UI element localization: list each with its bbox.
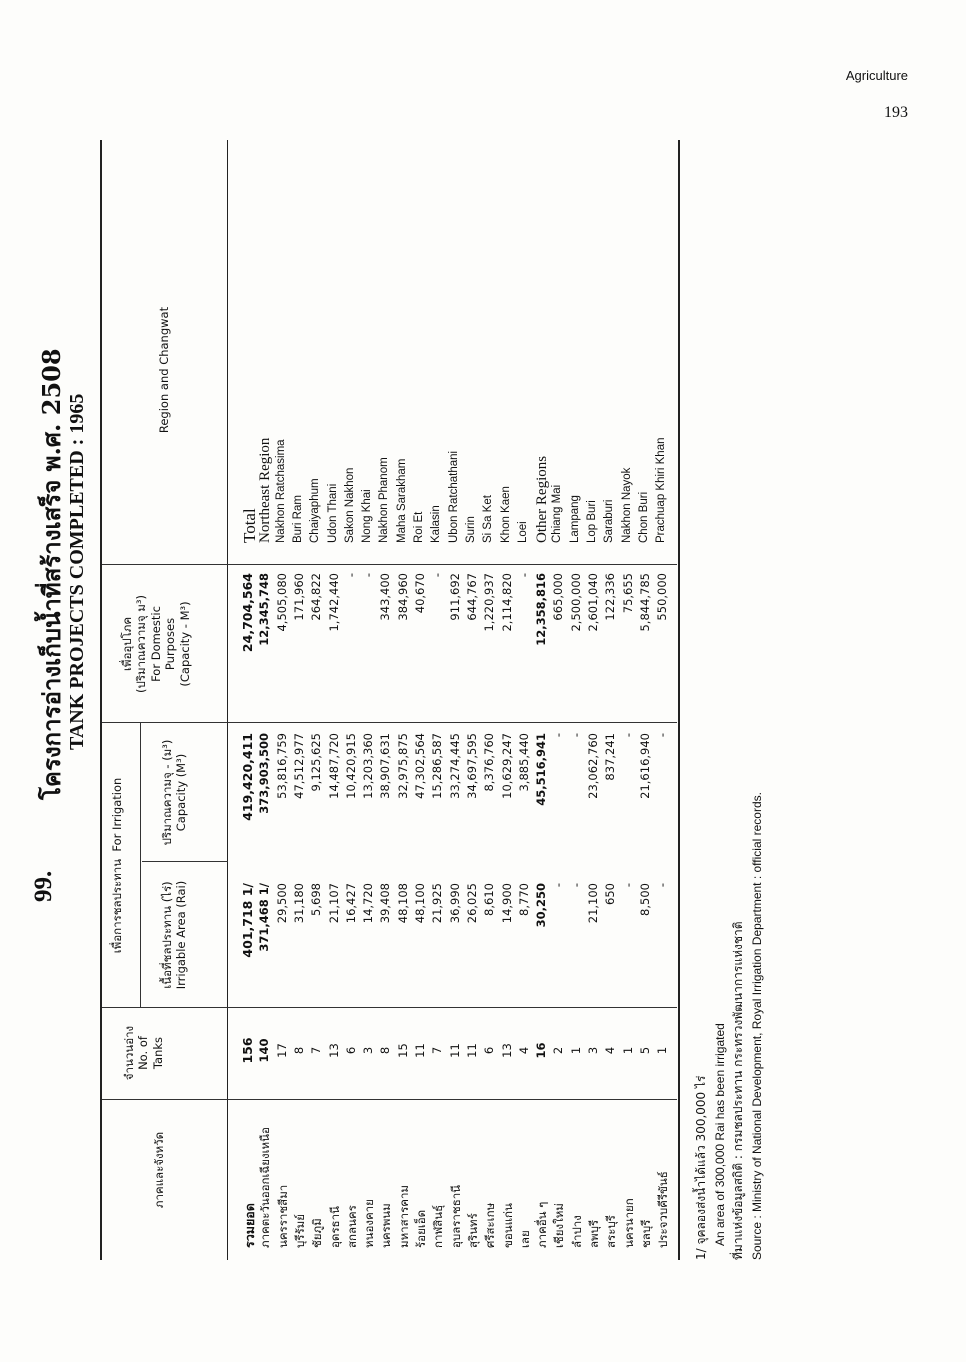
irrigable-area: 401,718 1/ [240,883,255,958]
region-thai: ร้อยเอ็ด [414,1209,428,1248]
subheader-rule [140,723,141,1008]
notes-block [692,792,766,1260]
region-english: Northeast Region [257,437,274,543]
irrigation-capacity: 38,907,631 [378,733,393,799]
irrigation-capacity: 419,420,411 [240,733,255,821]
region-thai: ภาคอื่น ๆ [535,1201,550,1248]
irrigable-area: 26,025 [464,883,479,924]
irrigable-area: 8,610 [482,883,497,916]
tanks-value: 1 [655,1046,670,1055]
irrigation-capacity: 3,885,440 [516,733,531,792]
header-domestic: เพื่ออุปโภค (ปริมาณความจุ ม³) For Domestic Purposes (Capacity - M³) [120,595,192,693]
tanks-value: 11 [447,1043,462,1058]
irrigation-capacity: 32,975,875 [395,733,410,799]
tanks-value: 3 [586,1046,600,1055]
region-thai: ประจวบคีรีขันธ์ [656,1171,671,1248]
region-english: Buri Ram [291,495,304,543]
page-number: 193 [884,104,908,121]
tanks-value: 13 [326,1043,341,1058]
tanks-value: 8 [291,1046,306,1055]
domestic-capacity: 2,114,820 [499,573,514,632]
tanks-value: 8 [378,1046,393,1055]
header-rule [227,140,228,1260]
irrigation-capacity: 9,125,625 [309,733,324,792]
irrigable-area: 48,108 [395,883,410,924]
irrigable-area: - [620,883,635,888]
header-region-thai: ภาคและจังหวัด [152,1131,166,1209]
domestic-capacity: 2,500,000 [568,573,583,632]
irrigation-capacity: 33,274,445 [447,733,462,799]
header-capacity: ปริมาณความจุ - (ม³) Capacity (M³) [160,739,189,846]
rotated-table-frame [0,110,812,1360]
irrigation-capacity: - [620,733,635,738]
domestic-capacity: - [343,573,358,578]
region-thai: ศรีสะเกษ [483,1202,498,1248]
tanks-value: 5 [637,1046,652,1055]
source-english: Source : Ministry of National Development, Royal Irrigation Department : official records. [749,792,764,1260]
top-rule [100,140,102,1260]
irrigable-area: 21,107 [326,883,341,924]
irrigation-capacity: 21,616,940 [637,733,652,799]
header-tanks: จำนวนอ่าง No. of Tanks [122,1025,165,1081]
region-english: Nakhon Phanom [378,457,391,543]
domestic-capacity: 550,000 [655,573,670,621]
domestic-capacity: 665,000 [551,573,566,621]
tanks-value: 3 [361,1046,376,1055]
irrigation-capacity: 47,512,977 [291,733,306,799]
irrigable-area: 39,408 [378,883,393,924]
region-english: Lop Buri [586,500,598,543]
irrigable-area: 14,900 [499,883,514,924]
region-thai: ลพบุรี [587,1219,601,1248]
domestic-capacity: 644,767 [464,573,479,621]
irrigable-area: - [568,883,583,888]
tanks-value: 156 [240,1037,255,1064]
tanks-value: 15 [395,1043,410,1058]
irrigation-capacity: 45,516,941 [534,733,549,806]
domestic-capacity: 911,692 [447,573,462,621]
header-irrigation: เพื่อการชลประทาน For Irrigation [110,777,124,954]
irrigable-area: 16,427 [343,883,358,924]
region-english: Total [240,508,259,543]
title-thai: โครงการอ่างเก็บน้ำที่สร้างเสร็จ พ.ศ. 2508 [37,348,66,800]
region-english: Roi Et [413,511,425,543]
region-english: Nakhon Nayok [620,467,633,543]
region-thai: มหาสารคาม [396,1184,411,1248]
domestic-capacity: 122,336 [603,573,618,621]
table-number: 99. [30,870,57,902]
irrigation-capacity: 8,376,760 [482,733,497,792]
region-english: Kalasin [430,505,443,543]
region-english: Saraburi [603,499,616,543]
domestic-capacity: - [516,573,531,578]
irrigable-area: 31,180 [291,883,306,924]
region-english: Chiang Mai [551,484,564,543]
footnote-thai: 1/ จุคลองส่งน้ำได้แล้ว 300,000 ไร่ [694,1075,708,1260]
region-english: Other Regions [534,455,551,543]
domestic-capacity: 40,670 [413,573,427,614]
domestic-capacity: - [430,573,445,578]
region-thai: นครราชสีมา [275,1184,290,1248]
irrigation-capacity: 23,062,760 [586,733,600,799]
tanks-value: 4 [603,1046,618,1055]
irrigation-capacity: 34,697,595 [464,733,479,799]
tanks-value: 140 [257,1038,272,1063]
irrigation-capacity: 14,487,720 [326,733,341,799]
irrigable-area: 8,770 [516,883,531,916]
region-thai: รวมยอด [242,1203,257,1248]
domestic-capacity: 24,704,564 [240,573,255,653]
irrigable-area: 21,925 [430,883,445,924]
header-region-en: Region and Changwat [157,306,171,434]
region-english: Khon Kaen [499,486,512,543]
tanks-value: 11 [464,1043,479,1058]
region-thai: ขอนแก่น [500,1203,515,1248]
region-thai: บุรีรัมย์ [292,1214,307,1248]
region-thai: สระบุรี [604,1215,619,1248]
tanks-value: 7 [309,1046,324,1055]
source-thai: ที่มาแห่งข้อมูลสถิติ : กรมชลประทาน กระทรวงพัฒนาการแห่งชาติ [731,921,746,1260]
region-english: Prachuap Khiri Khan [655,437,668,543]
region-english: Loei [516,521,529,543]
irrigable-area: - [551,883,566,888]
tanks-value: 17 [274,1043,289,1058]
domestic-capacity: 12,358,816 [534,573,549,646]
region-thai: สกลนคร [344,1205,359,1248]
region-thai: ชัยภูมิ [310,1218,325,1248]
tanks-value: 1 [568,1046,583,1055]
bottom-rule [678,140,680,1260]
region-english: Udon Thani [326,483,339,543]
domestic-capacity: 2,601,040 [586,573,600,632]
irrigation-capacity: 53,816,759 [274,733,289,799]
tanks-value: 6 [343,1046,358,1055]
tanks-value: 4 [516,1046,531,1055]
irrigation-capacity: 373,903,500 [257,733,272,814]
domestic-capacity: 384,960 [395,573,410,621]
region-english: Sakon Nakhon [343,467,356,543]
region-thai: ภาคตะวันออกเฉียงเหนือ [258,1127,273,1248]
region-thai: นครนายก [621,1198,636,1248]
irrigation-capacity: - [655,733,670,738]
header-area: เนื้อที่ชลประทาน (ไร่) Irrigable Area (Rai) [160,880,189,990]
region-english: Chon Buri [637,491,650,543]
domestic-capacity: 12,345,748 [257,573,272,646]
region-thai: อุดรธานี [327,1206,342,1248]
irrigation-capacity: 837,241 [603,733,618,781]
domestic-capacity: - [361,573,376,578]
irrigable-area: 36,990 [447,883,462,924]
irrigation-capacity: 15,286,587 [430,733,445,799]
irrigation-capacity: 10,629,247 [499,733,514,799]
region-thai: เลย [517,1230,532,1248]
irrigable-area: 30,250 [534,883,549,928]
tanks-value: 11 [413,1043,427,1058]
irrigable-area: 650 [603,883,618,905]
domestic-capacity: 264,822 [309,573,324,621]
region-thai: กาฬสินธุ์ [431,1204,446,1248]
footnote-english: An area of 300,000 Rai has been irrigated [712,1023,727,1246]
irrigable-area: - [655,883,670,888]
tanks-value: 6 [482,1046,497,1055]
section-label: Agriculture [845,68,908,83]
region-thai: หนองคาย [362,1199,377,1248]
region-english: Surin [464,516,477,543]
irrigation-capacity: 10,420,915 [343,733,358,799]
tanks-value: 2 [551,1046,566,1055]
irrigable-area: 14,720 [361,883,376,924]
tanks-value: 7 [430,1046,445,1055]
irrigation-capacity: 13,203,360 [361,733,376,799]
region-thai: สุรินทร์ [465,1213,480,1248]
irrigation-capacity: - [551,733,566,738]
tanks-value: 13 [499,1043,514,1058]
table-row [653,138,676,1248]
title-english: TANK PROJECTS COMPLETED : 1965 [66,393,88,750]
irrigable-area: 371,468 1/ [257,883,272,952]
region-english: Si Sa Ket [482,495,495,543]
domestic-capacity: 171,960 [291,573,306,621]
domestic-capacity: 4,505,080 [274,573,289,632]
region-english: Nakhon Ratchasima [274,439,287,543]
region-thai: นครพนม [379,1203,394,1248]
irrigable-area: 21,100 [586,883,600,924]
region-thai: ชลบุรี [638,1219,653,1248]
tanks-value: 16 [534,1042,549,1059]
domestic-capacity: 1,742,440 [326,573,341,632]
tanks-value: 1 [620,1046,635,1055]
irrigable-area: 8,500 [637,883,652,916]
domestic-capacity: 5,844,785 [637,573,652,632]
region-english: Nong Khai [361,489,374,543]
irrigation-capacity: 47,302,564 [413,733,427,799]
region-english: Maha Sarakham [395,458,408,543]
irrigation-capacity: - [568,733,583,738]
domestic-capacity: 75,655 [620,573,635,614]
irrigable-area: 5,698 [309,883,324,916]
region-english: Ubon Ratchathani [447,450,460,543]
region-thai: ลำปาง [569,1215,584,1248]
irrigable-area: 29,500 [274,883,289,924]
irrigable-area: 48,100 [413,883,427,924]
region-english: Chaiyaphum [309,478,322,543]
region-thai: อุบลราชธานี [448,1184,463,1248]
domestic-capacity: 1,220,937 [482,573,497,632]
domestic-capacity: 343,400 [378,573,393,621]
region-thai: เชียงใหม่ [552,1203,567,1248]
region-english: Lampang [568,495,581,543]
